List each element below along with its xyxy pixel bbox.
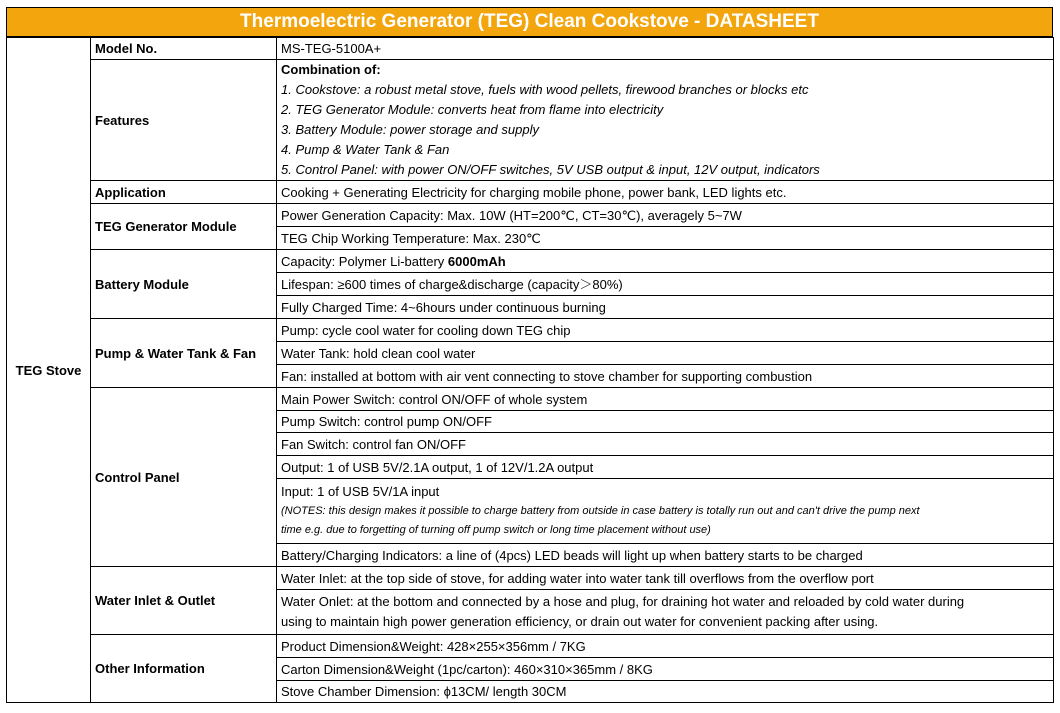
features-label: Features [91,60,277,181]
battery-capacity [277,250,1054,273]
water-label: Water Inlet & Outlet [91,567,277,635]
chamber-dimension-value: Stove Chamber Dimension: ϕ13CM/ length 30CM [277,681,1054,703]
input-text: Input: 1 of USB 5V/1A input [281,484,440,499]
battery-capacity-text: Capacity: Polymer Li-battery [281,253,448,269]
water-outlet-line: Water Onlet: at the bottom and connected by a hose and plug, for draining hot water and reloaded by cold water during [281,594,965,609]
table-row [7,250,1054,273]
teg-power-capacity: Power Generation Capacity: Max. 10W (HT=200℃, CT=30℃), averagely 5~7W [277,204,1054,227]
battery-capacity-value: 6000mAh [447,253,506,269]
table-row [7,567,1054,590]
table-row [7,204,1054,227]
group-label: TEG Stove [7,38,91,703]
fan-switch-value: Fan Switch: control fan ON/OFF [277,433,1054,456]
other-info-label: Other Information [91,635,277,703]
features-value [277,60,1054,181]
pump-value: Pump: cycle cool water for cooling down TEG chip [277,319,1054,342]
table-row [7,635,1054,658]
application-value: Cooking + Generating Electricity for charging mobile phone, power bank, LED lights etc. [277,181,1054,204]
table-row [7,38,1054,60]
table-row [7,319,1054,342]
features-heading: Combination of: [281,62,381,77]
carton-dimension-value: Carton Dimension&Weight (1pc/carton): 460×310×365mm / 8KG [277,658,1054,681]
feature-item: 3. Battery Module: power storage and supply [281,122,539,137]
feature-item: 1. Cookstove: a robust metal stove, fuels with wood pellets, firewood branches or blocks etc [281,82,809,97]
spec-table [6,37,1054,703]
pump-switch-value: Pump Switch: control pump ON/OFF [277,411,1054,433]
datasheet-title: Thermoelectric Generator (TEG) Clean Cookstove - DATASHEET [6,7,1053,37]
water-tank-value: Water Tank: hold clean cool water [277,342,1054,365]
teg-module-label: TEG Generator Module [91,204,277,250]
feature-item: 4. Pump & Water Tank & Fan [281,142,450,157]
water-outlet-line: using to maintain high power generation efficiency, or drain out water for convenient packing after using. [281,614,879,629]
feature-item: 2. TEG Generator Module: converts heat from flame into electricity [281,102,664,117]
application-label: Application [91,181,277,204]
control-panel-label: Control Panel [91,388,277,567]
water-outlet-value [277,590,1054,635]
input-value [277,479,1054,544]
battery-lifespan: Lifespan: ≥600 times of charge&discharge (capacity＞80%) [277,273,1054,296]
table-row [7,388,1054,411]
model-label: Model No. [91,38,277,60]
fan-value: Fan: installed at bottom with air vent connecting to stove chamber for supporting combustion [277,365,1054,388]
water-inlet-value: Water Inlet: at the top side of stove, for adding water into water tank till overflows from the overflow port [277,567,1054,590]
feature-item: 5. Control Panel: with power ON/OFF switches, 5V USB output & input, 12V output, indicators [281,162,820,177]
pump-label: Pump & Water Tank & Fan [91,319,277,388]
battery-charged-time: Fully Charged Time: 4~6hours under continuous burning [277,296,1054,319]
indicators-value: Battery/Charging Indicators: a line of (4pcs) LED beads will light up when battery starts to be charged [277,544,1054,567]
input-note-line: (NOTES: this design makes it possible to charge battery from outside in case battery is totally run out and can't drive the pump next [281,505,920,517]
table-row [7,60,1054,181]
output-value: Output: 1 of USB 5V/2.1A output, 1 of 12V/1.2A output [277,456,1054,479]
table-row [7,181,1054,204]
battery-label: Battery Module [91,250,277,319]
main-switch-value: Main Power Switch: control ON/OFF of whole system [277,388,1054,411]
teg-chip-temperature: TEG Chip Working Temperature: Max. 230℃ [277,227,1054,250]
model-value: MS-TEG-5100A+ [277,38,1054,60]
input-note-line: time e.g. due to forgetting of turning off pump switch or long time placement without use) [281,524,711,536]
product-dimension-value: Product Dimension&Weight: 428×255×356mm / 7KG [277,635,1054,658]
